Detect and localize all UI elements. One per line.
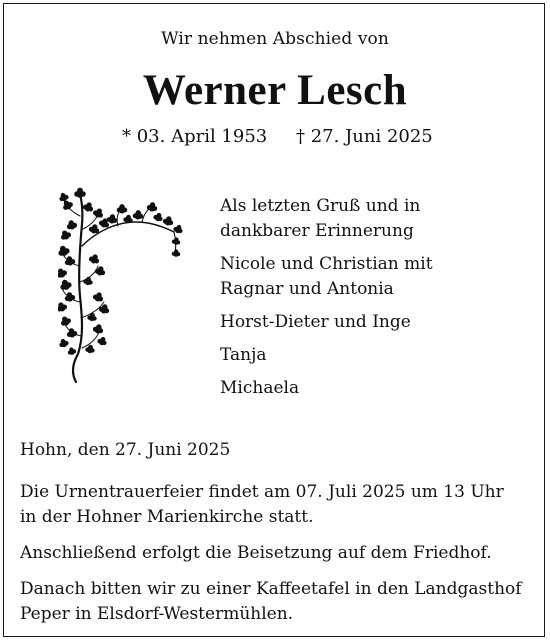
ceremony-paragraph: Die Urnentrauerfeier findet am 07. Juli 2025 um 13 Uhr in der Hohner Marienkirche statt. bbox=[20, 482, 504, 527]
mourner-group-family: Nicole und Christian mit Ragnar und Antonia bbox=[220, 254, 433, 299]
burial-paragraph: Anschließend erfolgt die Beisetzung auf dem Friedhof. bbox=[20, 543, 492, 563]
death-date: † 27. Juni 2025 bbox=[296, 126, 433, 147]
intro-text: Wir nehmen Abschied von bbox=[161, 29, 389, 49]
place-and-date: Hohn, den 27. Juni 2025 bbox=[20, 440, 231, 460]
fern-branch-icon bbox=[58, 186, 188, 390]
mourner-group-greeting: Als letzten Gruß und in dankbarer Erinnerung bbox=[220, 196, 421, 241]
mourner-name: Tanja bbox=[220, 345, 267, 365]
mourner-name: Michaela bbox=[220, 378, 300, 398]
mourner-group-couple: Horst-Dieter und Inge bbox=[220, 312, 411, 332]
birth-date: * 03. April 1953 bbox=[122, 126, 268, 147]
ceremony-notice bbox=[20, 480, 535, 638]
reception-paragraph: Danach bitten wir zu einer Kaffeetafel in den Landgasthof Peper in Elsdorf-Westermühlen. bbox=[20, 579, 522, 624]
mourners-list bbox=[220, 194, 530, 409]
deceased-name: Werner Lesch bbox=[142, 67, 408, 114]
